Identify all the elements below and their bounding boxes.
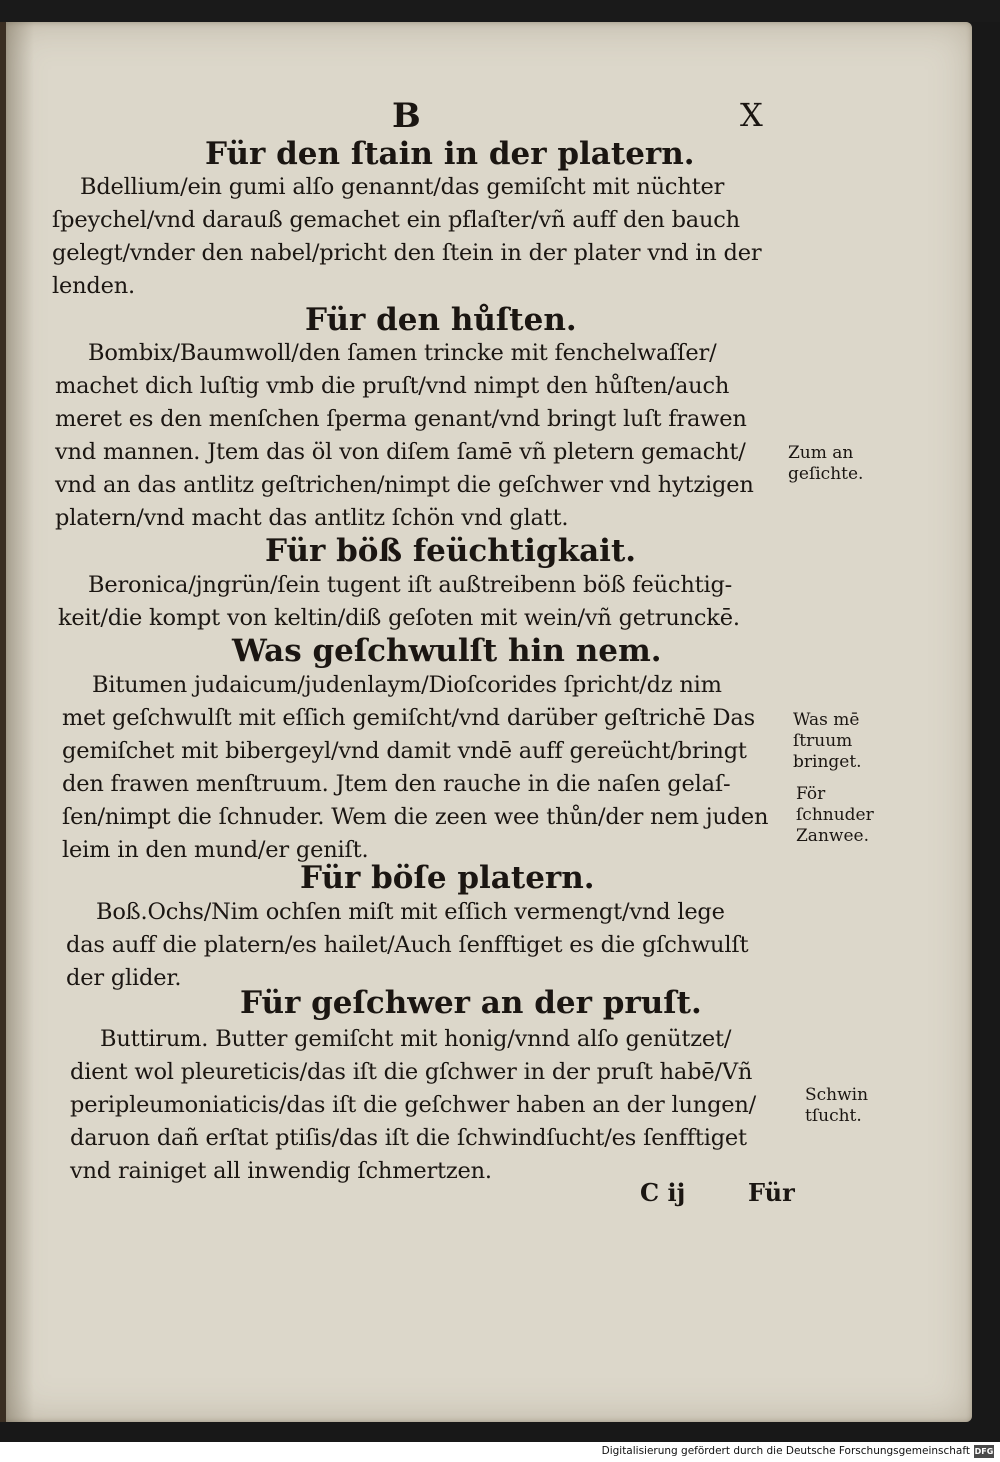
margin-note: Was mē ſtruum bringet. [793,710,862,772]
section-heading: Für böſe platern. [300,860,595,896]
margin-note: Zum an geſichte. [788,443,864,484]
top-dark-strip [0,0,1000,22]
text-line: vnd an das antlitz geſtrichen/nimpt die geſchwer vnd hytzigen [55,472,754,498]
footer-bar [0,1442,1000,1462]
text-line: Beronica/jngrün/ſein tugent iſt außtreibenn böß feüchtig- [88,572,733,598]
text-line: Boß.Ochs/Nim ochſen miſt mit eſſich vermengt/vnd lege [96,899,725,925]
section-heading: Für böß feüchtigkait. [265,533,637,569]
text-line: gemiſchet mit bibergeyl/vnd damit vndē auff gereücht/bringt [62,738,747,764]
folio-number: X [740,96,763,134]
text-line: ſen/nimpt die ſchnuder. Wem die zeen wee thůn/der nem juden [62,804,769,830]
text-line: den frawen menſtruum. Jtem den rauche in die naſen gelaſ- [62,771,731,797]
text-line: keit/die kompt von keltin/diß geſoten mit wein/vñ getrunckē. [58,605,740,631]
section-heading: Für den hůſten. [305,302,577,338]
text-line: met geſchwulſt mit eſſich gemiſcht/vnd darüber geſtrichē Das [62,705,755,731]
footer-credit: Digitalisierung gefördert durch die Deutsche Forschungsgemeinschaft [601,1445,970,1457]
text-line: vnd mannen. Jtem das öl von diſem ſamē vñ pletern gemacht/ [55,439,746,465]
signature-letter: B [392,96,421,136]
text-line: platern/vnd macht das antlitz ſchön vnd glatt. [55,505,569,531]
section-heading: Was geſchwulſt hin nem. [232,633,662,669]
margin-note: Schwin tſucht. [805,1085,869,1126]
text-line: peripleumoniaticis/das iſt die geſchwer haben an der lungen/ [70,1092,757,1118]
binding-edge [0,22,6,1422]
dfg-logo-icon: DFG [974,1447,994,1456]
section-heading: Für den ſtain in der platern. [205,136,695,172]
text-line: gelegt/vnder den nabel/pricht den ſtein in der plater vnd in der [52,240,762,266]
text-line: Bitumen judaicum/judenlaym/Dioſcorides ſpricht/dz nim [92,672,722,698]
catchword: Für [748,1178,795,1207]
text-line: das auff die platern/es hailet/Auch ſenfftiget es die gſchwulſt [66,932,749,958]
text-line: leim in den mund/er geniſt. [62,837,369,863]
margin-note: För ſchnuder Zanwee. [796,784,874,846]
text-line: Bombix/Baumwoll/den ſamen trincke mit fenchelwaſſer/ [88,340,717,366]
text-line: der glider. [66,965,182,991]
text-line: Buttirum. Butter gemiſcht mit honig/vnnd alſo genützet/ [100,1026,732,1052]
text-line: daruon dañ erſtat ptiſis/das iſt die ſchwindſucht/es ſenfftiget [70,1125,747,1151]
text-line: dient wol pleureticis/das iſt die gſchwer in der pruſt habē/Vñ [70,1059,753,1085]
text-line: ſpeychel/vnd darauß gemachet ein pflaſter/vñ auff den bauch [52,207,740,233]
text-line: Bdellium/ein gumi alſo genannt/das gemiſcht mit nüchter [80,174,725,200]
text-line: meret es den menſchen ſperma genant/vnd bringt luſt frawen [55,406,747,432]
signature-mark: C ij [640,1178,686,1207]
text-line: vnd rainiget all inwendig ſchmertzen. [70,1158,492,1184]
text-line: lenden. [52,273,135,299]
section-heading: Für geſchwer an der pruſt. [240,985,702,1021]
text-line: machet dich luſtig vmb die pruſt/vnd nimpt den hůſten/auch [55,373,730,399]
